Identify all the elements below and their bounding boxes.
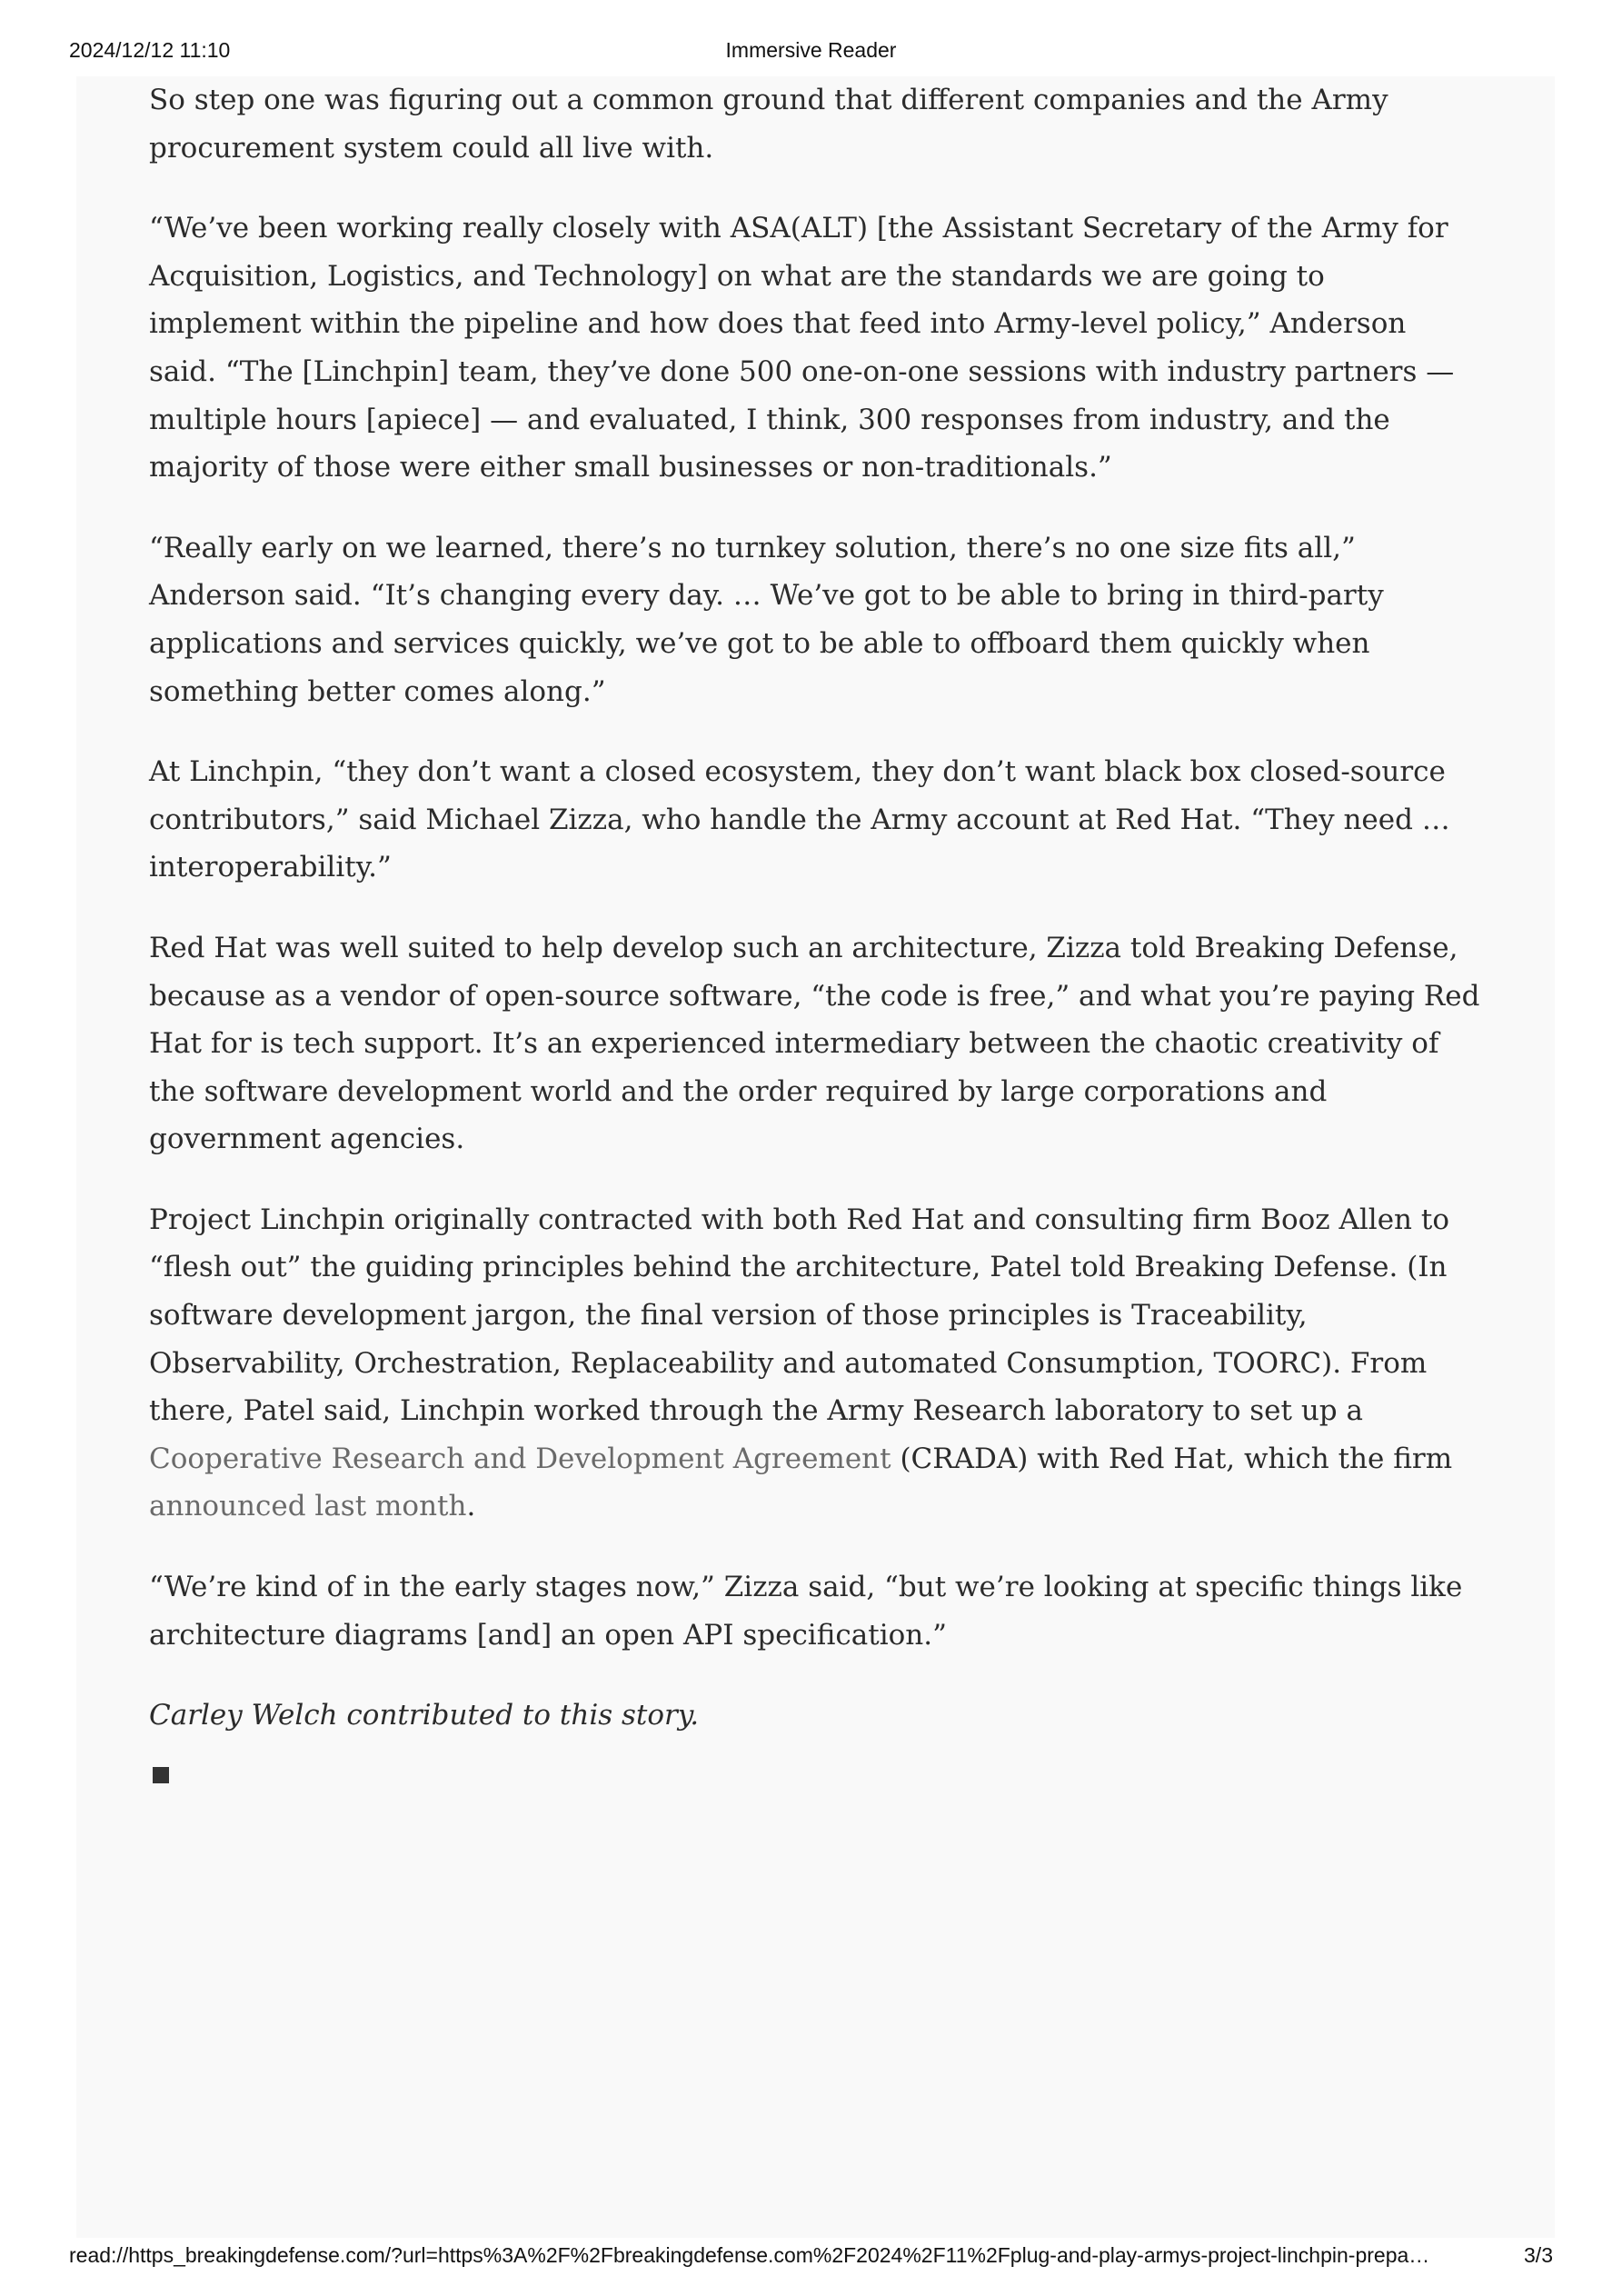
article-paragraph: “We’re kind of in the early stages now,” Zizza said, “but we’re looking at specific things like architecture diagrams [and] an open API specification.” xyxy=(149,1571,1463,1652)
contributor-credit: Carley Welch contributed to this story. xyxy=(149,1699,700,1732)
print-footer xyxy=(69,2243,1553,2271)
article-paragraph: At Linchpin, “they don’t want a closed ecosystem, they don’t want black box closed-source contributors,” said Michael Zizza, who handle the Army account at Red Hat. “They need … interoperability.” xyxy=(149,755,1450,884)
article-paragraph-with-links xyxy=(149,1196,1480,1531)
print-header xyxy=(69,38,1553,65)
article-paragraph: Red Hat was well suited to help develop such an architecture, Zizza told Breaking Defense, because as a vendor of open-source software, “the code is free,” and what you’re paying Red Hat for is tech support. It’s an experienced intermediary between the chaotic creativity of the software development world and the order required by large corporations and government agencies. xyxy=(149,931,1480,1156)
article-paragraph: “Really early on we learned, there’s no turnkey solution, there’s no one size fits all,” Anderson said. “It’s changing every day. … We’ve got to be able to bring in third-party applications and services quickly, we’ve got to be able to offboard them quickly when something better comes along.” xyxy=(149,531,1384,708)
page-url: read://https_breakingdefense.com/?url=https%3A%2F%2Fbreakingdefense.com%2F2024%2F11%2Fplug-and-play-armys-project-linchpin-prepa… xyxy=(69,2243,1430,2267)
reader-panel xyxy=(76,76,1555,2238)
announcement-link[interactable]: announced last month xyxy=(149,1490,467,1523)
article-paragraph: So step one was figuring out a common ground that different companies and the Army procurement system could all live with. xyxy=(149,84,1388,165)
crada-link[interactable]: Cooperative Research and Development Agreement xyxy=(149,1442,891,1475)
end-of-article-square-icon xyxy=(153,1767,169,1783)
paragraph-text: Project Linchpin originally contracted with both Red Hat and consulting firm Booz Allen to “flesh out” the guiding principles behind the architecture, Patel told Breaking Defense. (In software development jargon, the final version of those principles is Traceability, Observability, Orchestration, Replaceability and automated Consumption, TOORC). From there, Patel said, Linchpin worked through the Army Research laboratory to set up a xyxy=(149,1203,1449,1428)
print-datetime: 2024/12/12 11:10 xyxy=(69,38,231,62)
paragraph-text: (CRADA) with Red Hat, which the firm xyxy=(891,1442,1453,1475)
article-body xyxy=(149,76,1480,1783)
page-number: 3/3 xyxy=(1524,2243,1553,2267)
print-page-title: Immersive Reader xyxy=(725,38,897,62)
article-paragraph: “We’ve been working really closely with ASA(ALT) [the Assistant Secretary of the Army for Acquisition, Logistics, and Technology] on what are the standards we are going to implement within the pipeline and how does that feed into Army-level policy,” Anderson said. “The [Linchpin] team, they’ve done 500 one-on-one sessions with industry partners — multiple hours [apiece] — and evaluated, I think, 300 responses from industry, and the majority of those were either small businesses or non-traditionals.” xyxy=(149,212,1455,484)
paragraph-text: . xyxy=(466,1490,476,1523)
